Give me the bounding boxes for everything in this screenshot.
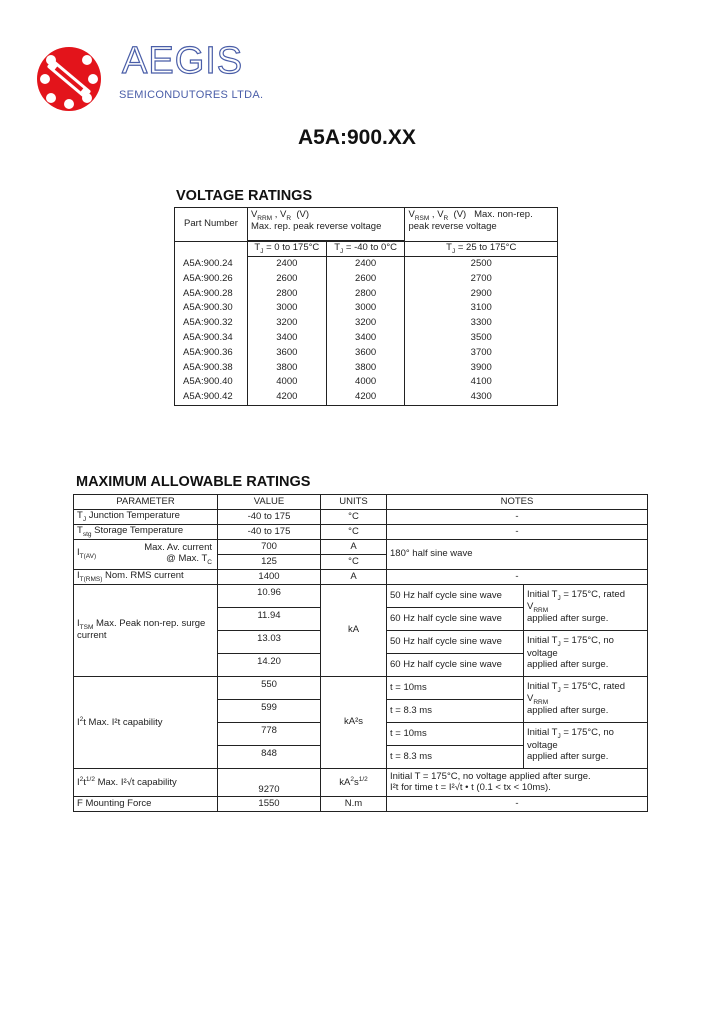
itsm-value: 11.94 [218, 608, 321, 631]
vrsm-cell: 4300 [405, 390, 558, 405]
i2rt-value: 9270 [218, 769, 321, 797]
i2rt-note: Initial T = 175°C, no voltage applied after surge. I²t for time t = I²√t • t (0.1 < tx < 10ms). [387, 769, 648, 797]
vrsm-cell: 2700 [405, 272, 558, 287]
itsm-note: Initial $T_J = 175^\circ C$, no voltage applied after surge. [524, 631, 648, 677]
voltage-row [175, 301, 558, 316]
iav-unit: A [321, 540, 387, 555]
vrsm-cell: 3900 [405, 361, 558, 376]
vrsm-cell: 2500 [405, 257, 558, 272]
i2t-note: Initial $T_J = 175^\circ C$, rated $V_{RRM}$ applied after surge. [524, 677, 648, 723]
itsm-cond: 60 Hz half cycle sine wave [387, 608, 524, 631]
part-number-cell: A5A:900.34 [175, 331, 248, 346]
force-value: 1550 [218, 797, 321, 812]
vrsm-cell: 3100 [405, 301, 558, 316]
i2t-value: 848 [218, 746, 321, 769]
force-label: F Mounting Force [74, 797, 218, 812]
iav-value: 700 [218, 540, 321, 555]
voltage-row [175, 375, 558, 390]
brand-name: AEGIS [122, 40, 244, 82]
irms-label: $I_{T(RMS)}$ Nom. RMS current [74, 570, 218, 585]
tstg-label: $T_{stg}$ Storage Temperature [74, 525, 218, 540]
vrrm-cell-1: 3800 [247, 361, 326, 376]
i2t-cond: t = 10ms [387, 677, 524, 700]
iav-label: $I_{T(AV)}$ Max. Av. current @ Max. $T_C$ [74, 540, 218, 570]
force-note: - [387, 797, 648, 812]
vrrm-cell-1: 2800 [247, 287, 326, 302]
max-ratings-section-title: MAXIMUM ALLOWABLE RATINGS [76, 474, 311, 490]
part-number-cell: A5A:900.32 [175, 316, 248, 331]
itsm-cond: 50 Hz half cycle sine wave [387, 585, 524, 608]
vrrm-cell-2: 4200 [326, 390, 405, 405]
temp-range-2: $T_J = -40$ to 0°C [326, 242, 405, 257]
part-number-cell: A5A:900.24 [175, 257, 248, 272]
itsm-value: 13.03 [218, 631, 321, 654]
vrrm-cell-1: 3200 [247, 316, 326, 331]
vrrm-cell-1: 4000 [247, 375, 326, 390]
i2t-label: $I^2t$ Max. I²t capability [74, 677, 218, 769]
vrrm-cell-2: 3400 [326, 331, 405, 346]
part-number-cell: A5A:900.28 [175, 287, 248, 302]
itsm-cond: 50 Hz half cycle sine wave [387, 631, 524, 654]
max-ratings-table [73, 494, 648, 812]
i2t-cond: t = 8.3 ms [387, 746, 524, 769]
i2t-value: 599 [218, 700, 321, 723]
vrsm-cell: 3500 [405, 331, 558, 346]
notes-header: NOTES [387, 495, 648, 510]
part-number-cell: A5A:900.30 [175, 301, 248, 316]
vrrm-cell-1: 3600 [247, 346, 326, 361]
tstg-unit: °C [321, 525, 387, 540]
itsm-value: 10.96 [218, 585, 321, 608]
part-number-cell: A5A:900.40 [175, 375, 248, 390]
itsm-label: $I_{TSM}$ Max. Peak non-rep. surge current [74, 585, 218, 677]
tj-value: -40 to 175 [218, 510, 321, 525]
vrrm-cell-1: 2600 [247, 272, 326, 287]
part-number-cell: A5A:900.38 [175, 361, 248, 376]
vrsm-cell: 3700 [405, 346, 558, 361]
itsm-note: Initial $T_J = 175^\circ C$, rated $V_{RRM}$ applied after surge. [524, 585, 648, 631]
tc-unit: °C [321, 555, 387, 570]
page-title: A5A:900.XX [298, 126, 416, 149]
vrrm-cell-1: 4200 [247, 390, 326, 405]
voltage-row [175, 272, 558, 287]
vrrm-header: $V_{RRM}$ , $V_R$ (V) Max. rep. peak reverse voltage [247, 208, 405, 241]
part-number-cell: A5A:900.36 [175, 346, 248, 361]
i2t-value: 550 [218, 677, 321, 700]
voltage-row [175, 361, 558, 376]
tj-unit: °C [321, 510, 387, 525]
itsm-cond: 60 Hz half cycle sine wave [387, 654, 524, 677]
voltage-row [175, 257, 558, 272]
vrrm-cell-1: 3000 [247, 301, 326, 316]
tc-value: 125 [218, 555, 321, 570]
part-number-cell: A5A:900.42 [175, 390, 248, 405]
aegis-logo-icon [36, 46, 102, 112]
tstg-note: - [387, 525, 648, 540]
i2rt-label: $I^2t^{1/2}$ Max. I²√t capability [74, 769, 218, 797]
voltage-row [175, 316, 558, 331]
tj-note: - [387, 510, 648, 525]
value-header: VALUE [218, 495, 321, 510]
temp-range-1: $T_J = 0$ to 175°C [247, 242, 326, 257]
vrrm-cell-2: 3600 [326, 346, 405, 361]
i2t-note: Initial $T_J = 175^\circ C$, no voltage applied after surge. [524, 723, 648, 769]
vrsm-cell: 3300 [405, 316, 558, 331]
i2t-cond: t = 10ms [387, 723, 524, 746]
vrrm-cell-2: 2400 [326, 257, 405, 272]
tstg-value: -40 to 175 [218, 525, 321, 540]
voltage-row [175, 331, 558, 346]
param-header: PARAMETER [74, 495, 218, 510]
vrrm-cell-1: 3400 [247, 331, 326, 346]
irms-value: 1400 [218, 570, 321, 585]
brand-subtitle: SEMICONDUTORES LTDA. [119, 89, 264, 101]
vrsm-cell: 4100 [405, 375, 558, 390]
vrsm-header: $V_{RSM}$ , $V_R$ (V) Max. non-rep. peak reverse voltage [405, 208, 558, 242]
i2t-unit: kA²s [321, 677, 387, 769]
tj-label: $T_J$ Junction Temperature [74, 510, 218, 525]
vrrm-cell-1: 2400 [247, 257, 326, 272]
irms-note: - [387, 570, 648, 585]
vrrm-cell-2: 3800 [326, 361, 405, 376]
vrrm-cell-2: 2800 [326, 287, 405, 302]
i2t-cond: t = 8.3 ms [387, 700, 524, 723]
voltage-section-title: VOLTAGE RATINGS [176, 188, 313, 204]
voltage-row [175, 390, 558, 405]
itsm-unit: kA [321, 585, 387, 677]
voltage-row [175, 287, 558, 302]
force-unit: N.m [321, 797, 387, 812]
part-number-cell: A5A:900.26 [175, 272, 248, 287]
vrrm-cell-2: 3200 [326, 316, 405, 331]
vrrm-cell-2: 3000 [326, 301, 405, 316]
irms-unit: A [321, 570, 387, 585]
voltage-ratings-table [174, 207, 558, 406]
iav-note: 180° half sine wave [387, 540, 648, 570]
i2rt-unit: $kA^2s^{1/2}$ [321, 769, 387, 797]
units-header: UNITS [321, 495, 387, 510]
i2t-value: 778 [218, 723, 321, 746]
part-number-header: Part Number [175, 208, 248, 242]
vrsm-cell: 2900 [405, 287, 558, 302]
vrrm-cell-2: 4000 [326, 375, 405, 390]
itsm-value: 14.20 [218, 654, 321, 677]
temp-range-3: $T_J = 25$ to 175°C [405, 242, 558, 257]
voltage-row [175, 346, 558, 361]
vrrm-cell-2: 2600 [326, 272, 405, 287]
